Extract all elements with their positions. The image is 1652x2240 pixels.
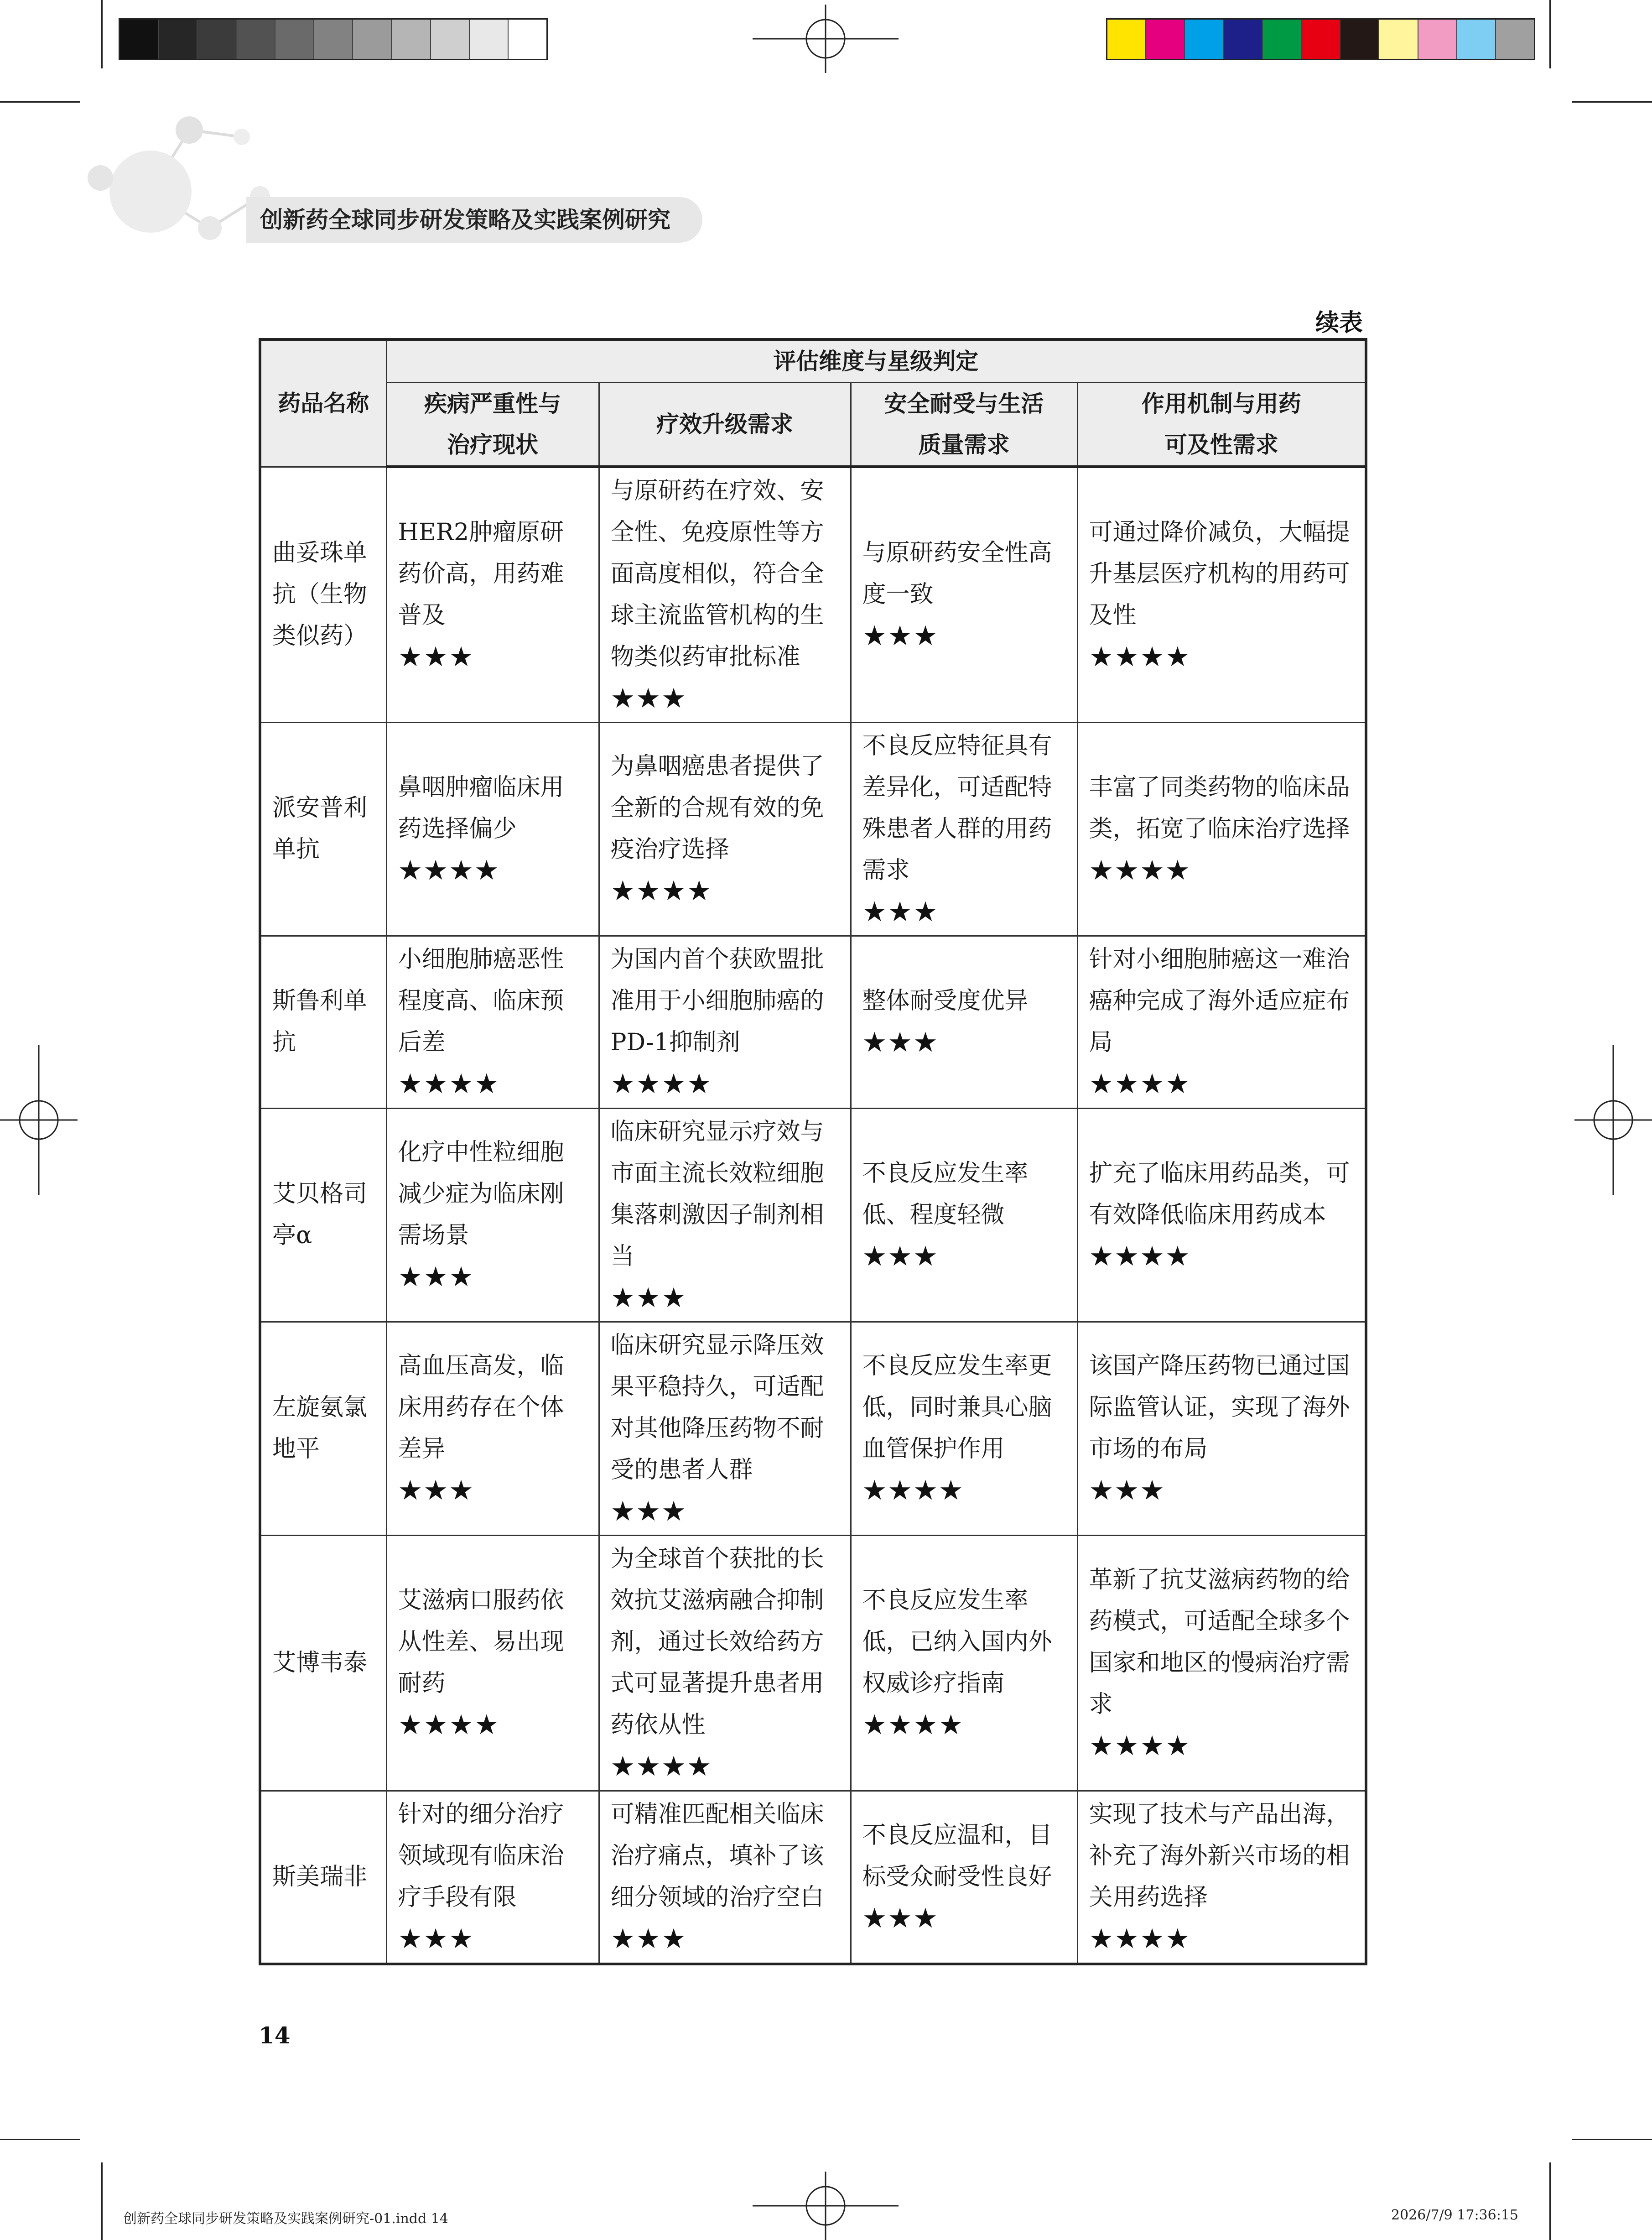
col-header-safety	[851, 383, 1077, 467]
star-rating: ★★★★	[610, 1750, 712, 1782]
header-line: 安全耐受与生活	[884, 391, 1044, 417]
crop-mark	[0, 2139, 80, 2140]
safety-cell	[851, 722, 1077, 936]
color-swatch	[1224, 20, 1263, 59]
safety-cell	[851, 1535, 1077, 1791]
mechanism-text: 实现了技术与产品出海，补充了海外新兴市场的相关用药选择	[1089, 1801, 1350, 1912]
efficacy-text: 临床研究显示降压效果平稳持久，可适配对其他降压药物不耐受的患者人群	[610, 1331, 824, 1484]
star-rating: ★★★	[610, 682, 687, 714]
footer-date-time: 2026/7/9 17:36:15	[1391, 2207, 1519, 2223]
star-rating: ★★★★	[1089, 1068, 1191, 1100]
safety-text: 不良反应发生率低、程度轻微	[862, 1159, 1029, 1229]
drug-name: 左旋氨氯地平	[260, 1322, 386, 1535]
star-rating: ★★★★	[862, 1474, 964, 1506]
header-line: 质量需求	[918, 432, 1010, 458]
severity-text: 高血压高发，临床用药存在个体差异	[398, 1352, 564, 1463]
severity-cell	[386, 1108, 599, 1322]
star-rating: ★★★	[610, 1281, 687, 1314]
efficacy-text: 可精准匹配相关临床治疗痛点，填补了该细分领域的治疗空白	[610, 1801, 824, 1912]
star-rating: ★★★	[862, 896, 939, 928]
star-rating: ★★★★	[1089, 1729, 1191, 1762]
footer-file-name: 创新药全球同步研发策略及实践案例研究-01.indd 14	[123, 2211, 448, 2227]
col-header-group: 评估维度与星级判定	[386, 339, 1366, 383]
efficacy-text: 临床研究显示疗效与市面主流长效粒细胞集落刺激因子制剂相当	[610, 1118, 824, 1270]
color-swatch	[1107, 20, 1146, 59]
mechanism-text: 丰富了同类药物的临床品类，拓宽了临床治疗选择	[1089, 773, 1350, 843]
grayscale-swatch	[509, 20, 546, 59]
color-swatch	[1340, 20, 1379, 59]
severity-cell	[386, 722, 599, 936]
mechanism-cell	[1077, 936, 1366, 1108]
safety-cell	[851, 1322, 1077, 1535]
grayscale-swatch	[470, 20, 509, 59]
mechanism-text: 革新了抗艾滋病药物的给药模式，可适配全球多个国家和地区的慢病治疗需求	[1089, 1566, 1350, 1718]
color-swatch	[1185, 20, 1224, 59]
star-rating: ★★★	[398, 641, 474, 673]
registration-mark-icon	[1574, 1045, 1652, 1195]
star-rating: ★★★★	[1089, 1240, 1191, 1272]
safety-cell	[851, 467, 1077, 722]
star-rating: ★★★	[398, 1474, 474, 1506]
crop-mark	[1572, 101, 1652, 103]
mechanism-cell	[1077, 467, 1366, 722]
star-rating: ★★★★	[610, 1068, 712, 1100]
safety-text: 不良反应发生率更低，同时兼具心脑血管保护作用	[862, 1352, 1052, 1463]
severity-text: 小细胞肺癌恶性程度高、临床预后差	[398, 946, 564, 1056]
table-row	[260, 1791, 1366, 1964]
mechanism-cell	[1077, 1322, 1366, 1535]
header-line: 治疗现状	[447, 432, 538, 458]
grayscale-calibration-bar	[119, 18, 548, 60]
continued-label: 续表	[1315, 309, 1363, 337]
page-number: 14	[259, 2022, 291, 2049]
color-swatch	[1457, 20, 1496, 59]
mechanism-cell	[1077, 1535, 1366, 1791]
severity-text: 鼻咽肿瘤临床用药选择偏少	[398, 773, 564, 843]
safety-cell	[851, 1791, 1077, 1964]
safety-text: 不良反应特征具有差异化，可适配特殊患者人群的用药需求	[862, 732, 1052, 884]
col-header-severity	[386, 383, 599, 467]
table-row	[260, 467, 1366, 722]
grayscale-swatch	[314, 20, 353, 59]
star-rating: ★★★	[862, 1026, 939, 1058]
star-rating: ★★★★	[862, 1709, 964, 1741]
efficacy-cell	[599, 722, 851, 936]
efficacy-cell	[599, 1535, 851, 1791]
crop-mark	[1549, 2162, 1551, 2240]
drug-name: 斯美瑞非	[260, 1791, 386, 1964]
grayscale-swatch	[159, 20, 197, 59]
severity-text: 针对的细分治疗领域现有临床治疗手段有限	[398, 1801, 564, 1912]
color-swatch	[1263, 20, 1302, 59]
safety-text: 与原研药安全性高度一致	[862, 539, 1052, 609]
star-rating: ★★★★	[1089, 854, 1191, 886]
severity-text: HER2肿瘤原研药价高，用药难普及	[398, 518, 564, 629]
registration-mark-icon	[748, 5, 903, 73]
efficacy-cell	[599, 936, 851, 1108]
drug-name: 斯鲁利单抗	[260, 936, 386, 1108]
star-rating: ★★★★	[398, 1068, 500, 1100]
grayscale-swatch	[237, 20, 275, 59]
drug-name: 曲妥珠单抗（生物类似药）	[260, 467, 386, 722]
star-rating: ★★★★	[1089, 641, 1191, 673]
col-header-efficacy: 疗效升级需求	[599, 383, 851, 467]
efficacy-cell	[599, 467, 851, 722]
grayscale-swatch	[197, 20, 236, 59]
book-title: 创新药全球同步研发策略及实践案例研究	[246, 197, 702, 243]
safety-text: 不良反应发生率低，已纳入国内外权威诊疗指南	[862, 1587, 1052, 1697]
efficacy-cell	[599, 1108, 851, 1322]
efficacy-text: 为全球首个获批的长效抗艾滋病融合抑制剂，通过长效给药方式可显著提升患者用药依从性	[610, 1545, 824, 1739]
evaluation-table	[259, 338, 1367, 1965]
star-rating: ★★★	[862, 620, 939, 652]
header-line: 疾病严重性与	[424, 391, 561, 417]
grayscale-swatch	[392, 20, 431, 59]
color-calibration-bar	[1106, 18, 1535, 60]
safety-text: 不良反应温和，目标受众耐受性良好	[862, 1821, 1052, 1891]
efficacy-text: 为国内首个获欧盟批准用于小细胞肺癌的PD-1抑制剂	[610, 946, 824, 1056]
efficacy-text: 为鼻咽癌患者提供了全新的合规有效的免疫治疗选择	[610, 753, 824, 863]
mechanism-text: 可通过降价减负，大幅提升基层医疗机构的用药可及性	[1089, 518, 1350, 629]
table-row	[260, 722, 1366, 936]
grayscale-swatch	[353, 20, 392, 59]
efficacy-cell	[599, 1791, 851, 1964]
table-row	[260, 1535, 1366, 1791]
mechanism-cell	[1077, 722, 1366, 936]
safety-cell	[851, 1108, 1077, 1322]
color-swatch	[1379, 20, 1418, 59]
star-rating: ★★★★	[398, 854, 500, 886]
mechanism-text: 扩充了临床用药品类，可有效降低临床用药成本	[1089, 1159, 1350, 1229]
mechanism-text: 该国产降压药物已通过国际监管认证，实现了海外市场的布局	[1089, 1352, 1350, 1463]
grayscale-swatch	[120, 20, 159, 59]
color-swatch	[1146, 20, 1185, 59]
star-rating: ★★★	[398, 1261, 474, 1293]
header-line: 作用机制与用药	[1141, 391, 1301, 417]
mechanism-cell	[1077, 1791, 1366, 1964]
drug-name: 艾贝格司亭α	[260, 1108, 386, 1322]
star-rating: ★★★	[862, 1240, 939, 1272]
efficacy-cell	[599, 1322, 851, 1535]
crop-mark	[101, 0, 103, 68]
table-row	[260, 1108, 1366, 1322]
star-rating: ★★★★	[610, 875, 712, 907]
grayscale-swatch	[275, 20, 314, 59]
col-header-drug: 药品名称	[260, 339, 386, 467]
header-line: 可及性需求	[1164, 432, 1278, 458]
col-header-mechanism	[1077, 383, 1366, 467]
severity-text: 化疗中性粒细胞减少症为临床刚需场景	[398, 1139, 564, 1249]
color-swatch	[1496, 20, 1534, 59]
star-rating: ★★★★	[1089, 1923, 1191, 1955]
star-rating: ★★★	[398, 1923, 474, 1955]
color-swatch	[1302, 20, 1340, 59]
star-rating: ★★★	[610, 1495, 687, 1527]
severity-cell	[386, 936, 599, 1108]
crop-mark	[1572, 2139, 1652, 2140]
drug-name: 派安普利单抗	[260, 722, 386, 936]
crop-mark	[0, 101, 80, 103]
crop-mark	[101, 2162, 103, 2240]
severity-cell	[386, 467, 599, 722]
severity-cell	[386, 1791, 599, 1964]
star-rating: ★★★	[1089, 1474, 1165, 1506]
severity-cell	[386, 1535, 599, 1791]
star-rating: ★★★	[862, 1902, 939, 1934]
table-row	[260, 936, 1366, 1108]
mechanism-text: 针对小细胞肺癌这一难治癌种完成了海外适应症布局	[1089, 946, 1350, 1056]
table-row	[260, 1322, 1366, 1535]
mechanism-cell	[1077, 1108, 1366, 1322]
color-swatch	[1418, 20, 1457, 59]
grayscale-swatch	[431, 20, 470, 59]
crop-mark	[1549, 0, 1551, 68]
registration-mark-icon	[748, 2172, 903, 2240]
safety-cell	[851, 936, 1077, 1108]
drug-name: 艾博韦泰	[260, 1535, 386, 1791]
severity-cell	[386, 1322, 599, 1535]
severity-text: 艾滋病口服药依从性差、易出现耐药	[398, 1587, 564, 1697]
efficacy-text: 与原研药在疗效、安全性、免疫原性等方面高度相似，符合全球主流监管机构的生物类似药审批标准	[610, 477, 824, 671]
star-rating: ★★★	[610, 1923, 687, 1955]
registration-mark-icon	[0, 1045, 78, 1195]
star-rating: ★★★★	[398, 1709, 500, 1741]
safety-text: 整体耐受度优异	[862, 987, 1029, 1015]
